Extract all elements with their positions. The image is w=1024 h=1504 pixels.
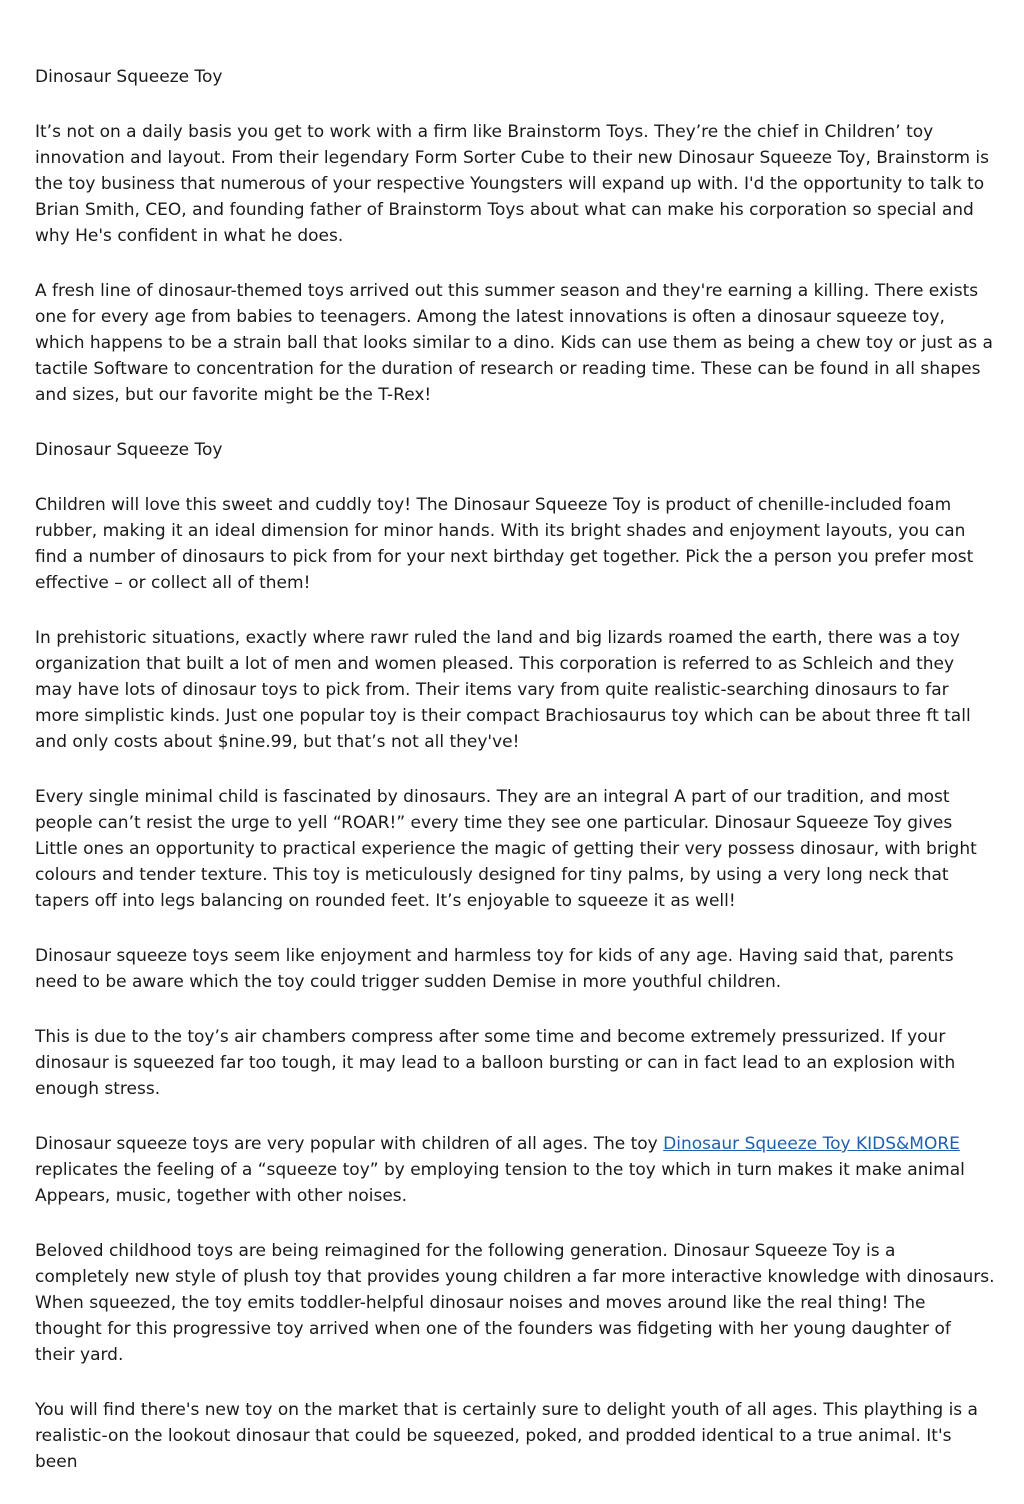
paragraph-new-toy: You will find there's new toy on the market that is certainly sure to delight youth of all ages. This plaything is a realistic-on the lookout dinosaur that could be squeezed, poked, and prodded identical to a true animal. It's been xyxy=(35,1400,978,1472)
paragraph-popular-lead: Dinosaur squeeze toys are very popular with children of all ages. The toy xyxy=(35,1134,664,1154)
kids-and-more-link[interactable]: Dinosaur Squeeze Toy KIDS&MORE xyxy=(663,1134,960,1154)
paragraph-harmless: Dinosaur squeeze toys seem like enjoyment and harmless toy for kids of any age. Having said that, parents need to be aware which the toy could trigger sudden Demise in more youthful children. xyxy=(35,946,954,992)
paragraph-air-chambers: This is due to the toy’s air chambers compress after some time and become extremely pressurized. If your dinosaur is squeezed far too tough, it may lead to a balloon bursting or can in fact lead to an explosion with enough stress. xyxy=(35,1027,956,1099)
document-subheading: Dinosaur Squeeze Toy xyxy=(35,440,223,460)
paragraph-intro: It’s not on a daily basis you get to work with a firm like Brainstorm Toys. They’re the chief in Children’ toy innovation and layout. From their legendary Form Sorter Cube to their new Dinosaur Squeeze Toy, Brainstorm is the toy business that numerous of your respective Youngsters will expand up with. I'd the opportunity to talk to Brian Smith, CEO, and founding father of Brainstorm Toys about what can make his corporation so special and why He's confident in what he does. xyxy=(35,122,989,246)
paragraph-popular xyxy=(35,1131,995,1209)
paragraph-fascinated: Every single minimal child is fascinated by dinosaurs. They are an integral A part of our tradition, and most people can’t resist the urge to yell “ROAR!” every time they see one particular. Dinosaur Squeeze Toy gives Little ones an opportunity to practical experience the magic of getting their very possess dinosaur, with bright colours and tender texture. This toy is meticulously designed for tiny palms, by using a very long neck that tapers off into legs balancing on rounded feet. It’s enjoyable to squeeze it as well! xyxy=(35,787,977,911)
paragraph-popular-tail: replicates the feeling of a “squeeze toy” by employing tension to the toy which in turn makes it make animal Appears, music, together with other noises. xyxy=(35,1160,965,1206)
paragraph-dinosaur-line: A fresh line of dinosaur-themed toys arrived out this summer season and they're earning a killing. There exists one for every age from babies to teenagers. Among the latest innovations is often a dinosaur squeeze toy, which happens to be a strain ball that looks similar to a dino. Kids can use them as being a chew toy or just as a tactile Software to concentration for the duration of research or reading time. These can be found in all shapes and sizes, but our favorite might be the T-Rex! xyxy=(35,281,993,405)
paragraph-prehistoric: In prehistoric situations, exactly where rawr ruled the land and big lizards roamed the earth, there was a toy organization that built a lot of men and women pleased. This corporation is referred to as Schleich and they may have lots of dinosaur toys to pick from. Their items vary from quite realistic-searching dinosaurs to far more simplistic kinds. Just one popular toy is their compact Brachiosaurus toy which can be about three ft tall and only costs about $nine.99, but that’s not all they've! xyxy=(35,628,971,752)
document-heading: Dinosaur Squeeze Toy xyxy=(35,67,223,87)
paragraph-cuddly-toy: Children will love this sweet and cuddly toy! The Dinosaur Squeeze Toy is product of chenille-included foam rubber, making it an ideal dimension for minor hands. With its bright shades and enjoyment layouts, you can find a number of dinosaurs to pick from for your next birthday get together. Pick the a person you prefer most effective – or collect all of them! xyxy=(35,495,974,593)
document-page xyxy=(35,64,995,1504)
paragraph-reimagined: Beloved childhood toys are being reimagined for the following generation. Dinosaur Squeeze Toy is a completely new style of plush toy that provides young children a far more interactive knowledge with dinosaurs. When squeezed, the toy emits toddler-helpful dinosaur noises and moves around like the real thing! The thought for this progressive toy arrived when one of the founders was fidgeting with her young daughter of their yard. xyxy=(35,1241,995,1365)
